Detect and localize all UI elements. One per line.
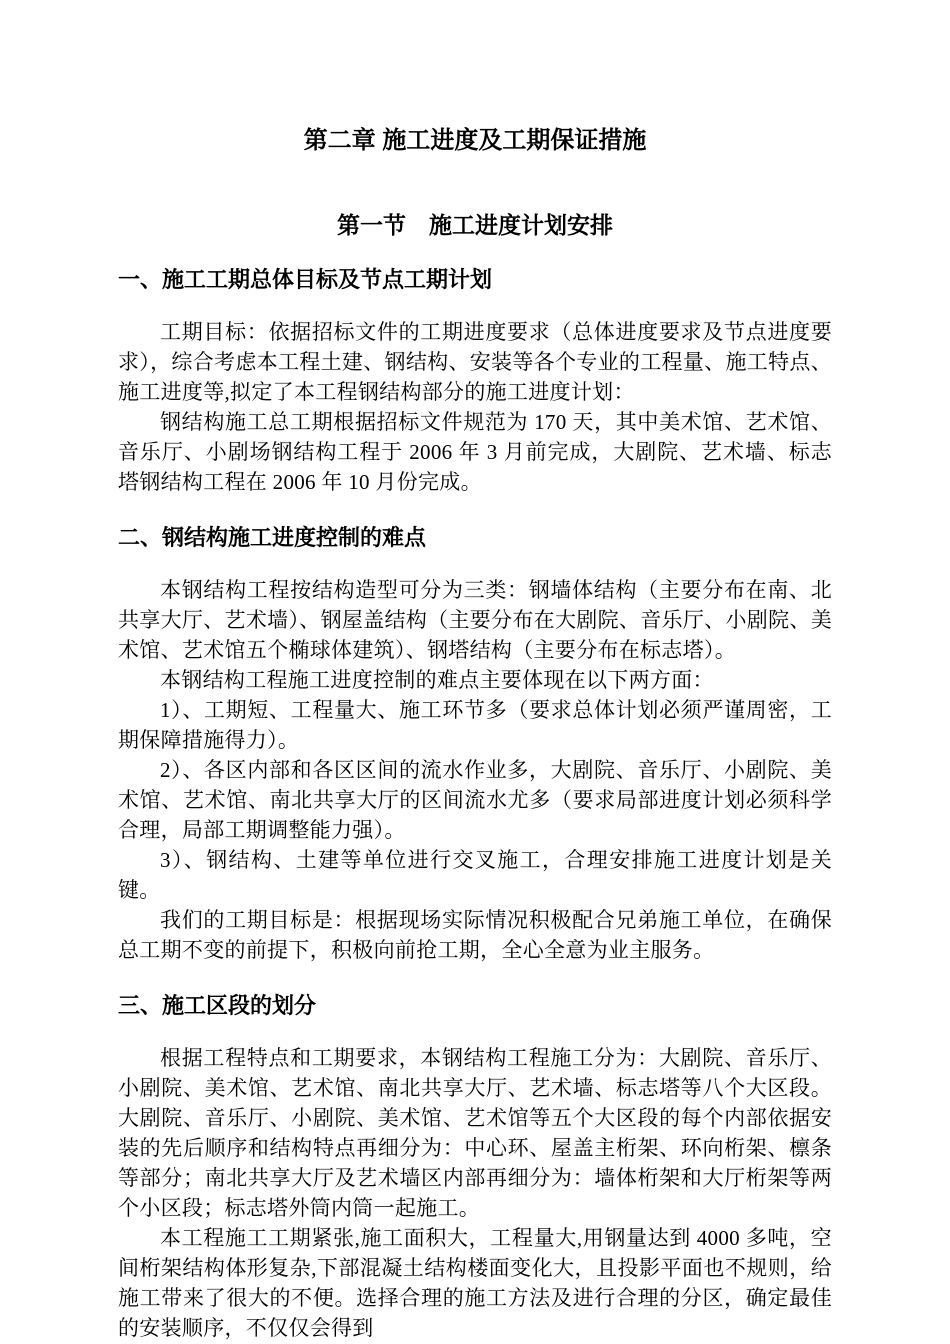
section-title: 第一节 施工进度计划安排: [337, 212, 613, 238]
section-schedule-control-difficulties: [118, 524, 832, 965]
paragraph: 工期目标：依据招标文件的工期进度要求（总体进度要求及节点进度要求），综合考虑本工程土建、钢结构、安装等各个专业的工程量、施工特点、施工进度等,拟定了本工程钢结构部分的施工进度计划：: [118, 320, 832, 404]
chapter-title: 第二章 施工进度及工期保证措施: [303, 127, 647, 154]
paragraph: 钢结构施工总工期根据招标文件规范为 170 天，其中美术馆、艺术馆、音乐厅、小剧场钢结构工程于 2006 年 3 月前完成，大剧院、艺术墙、标志塔钢结构工程在 2006 年 10 月份完成。: [118, 410, 832, 494]
list-item-3: 3）、钢结构、土建等单位进行交叉施工，合理安排施工进度计划是关键。: [118, 848, 832, 902]
heading-work-duration-goals: 一、施工工期总体目标及节点工期计划: [118, 267, 493, 292]
paragraph: 本钢结构工程施工进度控制的难点主要体现在以下两方面：: [160, 668, 714, 692]
paragraph: 我们的工期目标是：根据现场实际情况积极配合兄弟施工单位，在确保总工期不变的前提下，积极向前抢工期，全心全意为业主服务。: [118, 908, 832, 962]
section-work-duration-goals: [118, 266, 832, 497]
heading-schedule-control-difficulties: 二、钢结构施工进度控制的难点: [118, 525, 427, 550]
paragraph: 本钢结构工程按结构造型可分为三类：钢墙体结构（主要分布在南、北共享大厅、艺术墙）、钢屋盖结构（主要分布在大剧院、音乐厅、小剧院、美术馆、艺术馆五个椭球体建筑）、钢塔结构（主要分布在标志塔）。: [118, 578, 832, 662]
paragraph: 本工程施工工期紧张,施工面积大，工程量大,用钢量达到 4000 多吨，空间桁架结构体形复杂,下部混凝土结构楼面变化大，且投影平面也不规则，给施工带来了很大的不便。选择合理的施工方法及进行合理的分区，确定最佳的安装顺序，不仅仅会得到: [118, 1226, 832, 1340]
heading-construction-zones: 三、施工区段的划分: [118, 993, 317, 1018]
paragraph: 根据工程特点和工期要求，本钢结构工程施工分为：大剧院、音乐厅、小剧院、美术馆、艺术馆、南北共享大厅、艺术墙、标志塔等八个大区段。大剧院、音乐厅、小剧院、美术馆、艺术馆等五个大区段的每个内部依据安装的先后顺序和结构特点再细分为：中心环、屋盖主桁架、环向桁架、檩条等部分；南北共享大厅及艺术墙区内部再细分为：墙体桁架和大厅桁架等两个小区段；标志塔外筒内筒一起施工。: [118, 1046, 832, 1220]
section-construction-zones: [118, 992, 832, 1343]
list-item-2: 2）、各区内部和各区区间的流水作业多，大剧院、音乐厅、小剧院、美术馆、艺术馆、南北共享大厅的区间流水尤多（要求局部进度计划必须科学合理，局部工期调整能力强）。: [118, 758, 832, 842]
list-item-1: 1）、工期短、工程量大、施工环节多（要求总体计划必须严谨周密，工期保障措施得力）。: [118, 698, 832, 752]
